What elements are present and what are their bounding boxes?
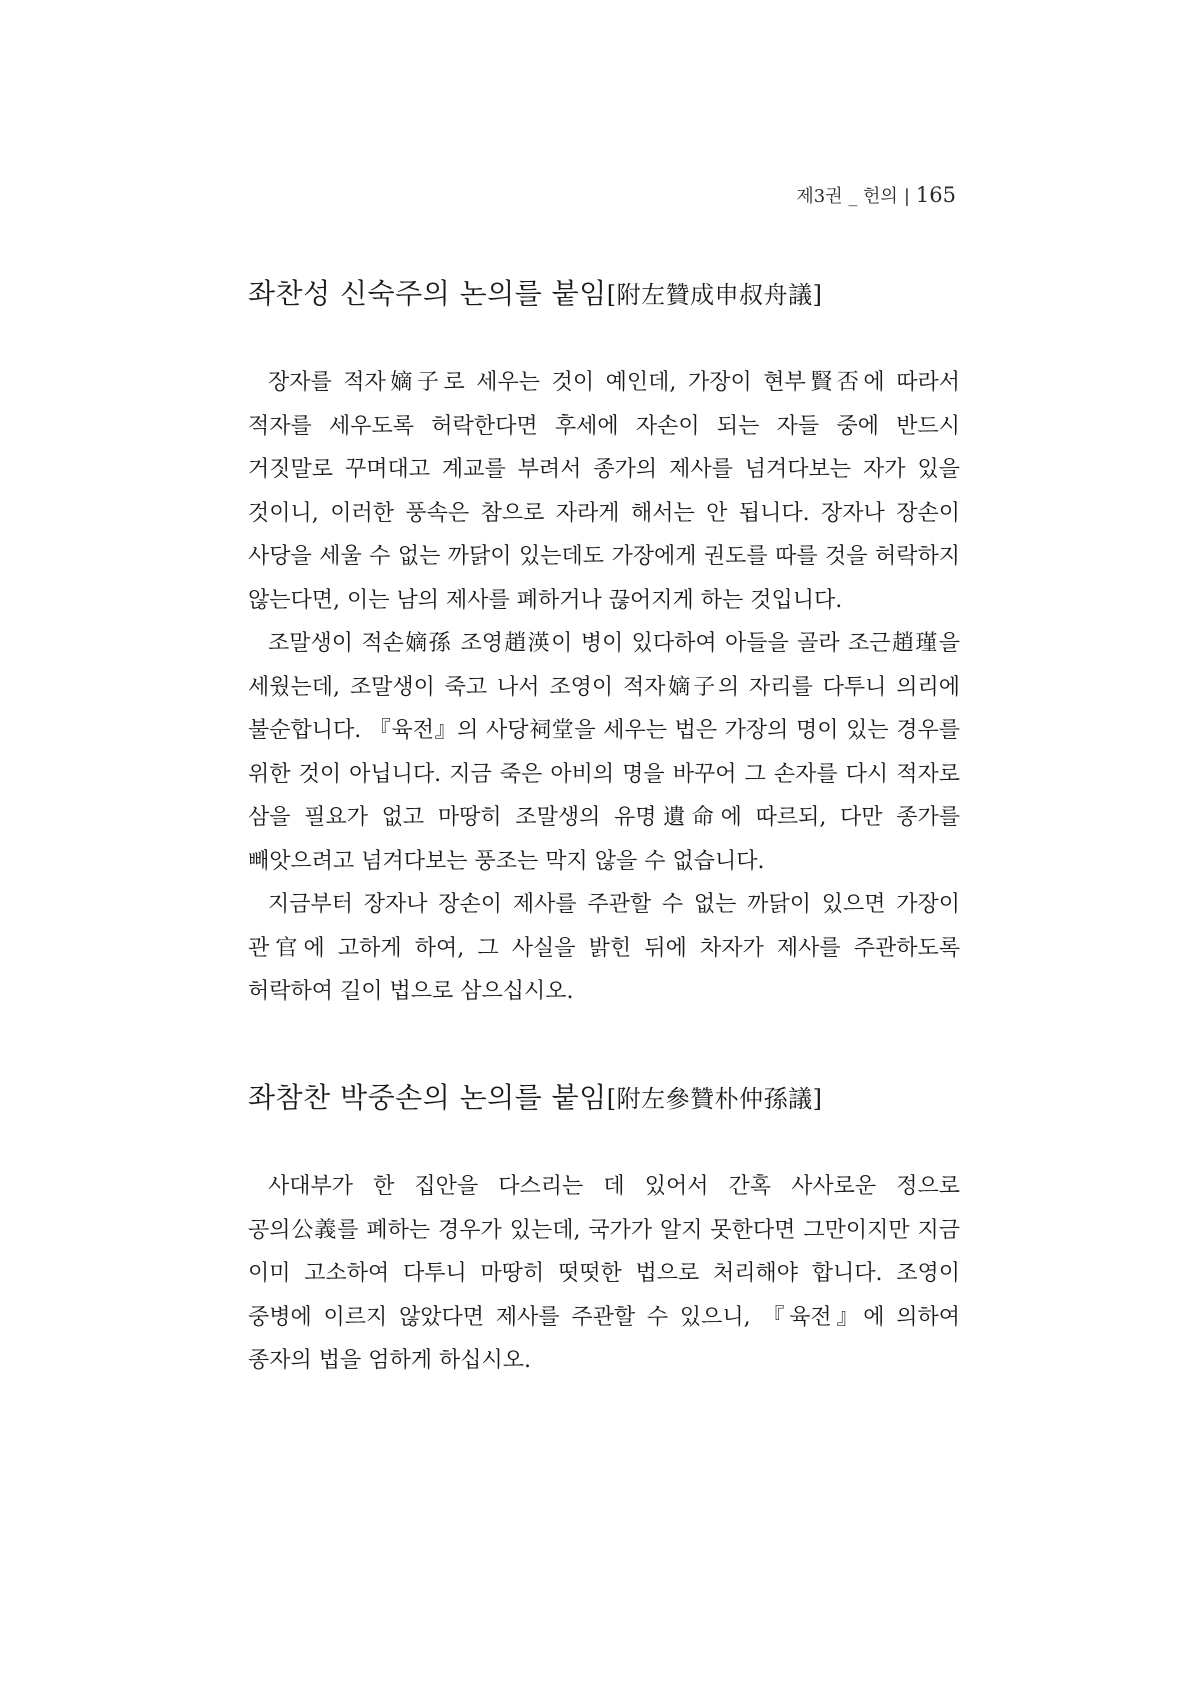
- paragraph: 조말생이 적손嫡孫 조영趙渶이 병이 있다하여 아들을 골라 조근趙瑾을 세웠는데, 조말생이 죽고 나서 조영이 적자嫡子의 자리를 다투니 의리에 불순합니다. 『육전』의 사당祠堂을 세우는 법은 가장의 명이 있는 경우를 위한 것이 아닙니다. 지금 죽은 아비의 명을 바꾸어 그 손자를 다시 적자로 삼을 필요가 없고 마땅히 조말생의 유명遺命에 따르되, 다만 종가를 빼앗으려고 넘겨다보는 풍조는 막지 않을 수 없습니다.: [248, 631, 960, 874]
- section-title: [248, 274, 960, 315]
- section-title: [248, 1078, 960, 1119]
- page-number: 165: [915, 183, 956, 207]
- section-title-text: 좌찬성 신숙주의 논의를 붙임: [248, 277, 607, 310]
- paragraph: 장자를 적자嫡子로 세우는 것이 예인데, 가장이 현부賢否에 따라서 적자를 세우도록 허락한다면 후세에 자손이 되는 자들 중에 반드시 거짓말로 꾸며대고 계교를 부려서 종가의 제사를 넘겨다보는 자가 있을 것이니, 이러한 풍속은 참으로 자라게 해서는 안 됩니다. 장자나 장손이 사당을 세울 수 없는 까닭이 있는데도 가장에게 권도를 따를 것을 허락하지 않는다면, 이는 남의 제사를 폐하거나 끊어지게 하는 것입니다.: [248, 370, 960, 613]
- running-header: [796, 182, 956, 208]
- section-body: [248, 361, 960, 1014]
- paragraph: 사대부가 한 집안을 다스리는 데 있어서 간혹 사사로운 정으로 공의公義를 폐하는 경우가 있는데, 국가가 알지 못한다면 그만이지만 지금 이미 고소하여 다투니 마땅히 떳떳한 법으로 처리해야 합니다. 조영이 중병에 이르지 않았다면 제사를 주관할 수 있으니, 『육전』에 의하여 종자의 법을 엄하게 하십시오.: [248, 1174, 960, 1373]
- section-shin-sukju: [248, 274, 960, 1014]
- header-separator: |: [903, 186, 910, 207]
- section-body: [248, 1165, 960, 1383]
- section-title-text: 좌참찬 박중손의 논의를 붙임: [248, 1081, 607, 1114]
- running-title: 제3권 _ 헌의: [796, 186, 898, 207]
- paragraph: 지금부터 장자나 장손이 제사를 주관할 수 없는 까닭이 있으면 가장이 관官에 고하게 하여, 그 사실을 밝힌 뒤에 차자가 제사를 주관하도록 허락하여 길이 법으로 삼으십시오.: [248, 892, 960, 1004]
- section-park-jungson: [248, 1078, 960, 1383]
- section-title-hanja: [附左贊成申叔舟議]: [606, 281, 823, 309]
- section-title-hanja: [附左參贊朴仲孫議]: [606, 1085, 823, 1113]
